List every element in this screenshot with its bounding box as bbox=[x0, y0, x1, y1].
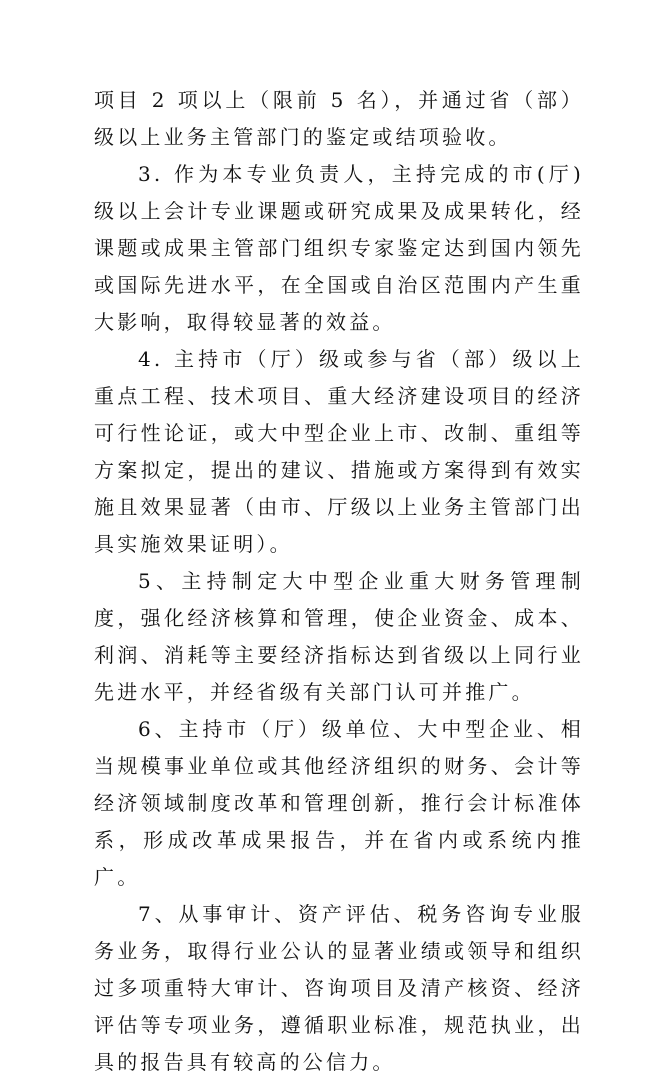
paragraph-item-4: 4. 主持市（厅）级或参与省（部）级以上重点工程、技术项目、重大经济建设项目的经济可行性论证，或大中型企业上市、改制、重组等方案拟定，提出的建议、措施或方案得到有效实施且效果显著（由市、厅级以上业务主管部门出具实施效果证明）。 bbox=[94, 347, 584, 556]
paragraph-continuation: 项目 2 项以上（限前 5 名），并通过省（部）级以上业务主管部门的鉴定或结项验收。 bbox=[94, 88, 584, 149]
document-page bbox=[94, 82, 584, 1081]
paragraph-item-7: 7、从事审计、资产评估、税务咨询专业服务业务，取得行业公认的显著业绩或领导和组织过多项重特大审计、咨询项目及清产核资、经济评估等专项业务，遵循职业标准，规范执业，出具的报告具有较高的公信力。 bbox=[94, 902, 584, 1074]
paragraph-item-3: 3. 作为本专业负责人，主持完成的市(厅)级以上会计专业课题或研究成果及成果转化，经课题或成果主管部门组织专家鉴定达到国内领先或国际先进水平，在全国或自治区范围内产生重大影响，取得较显著的效益。 bbox=[94, 162, 584, 334]
paragraph-item-6: 6、主持市（厅）级单位、大中型企业、相当规模事业单位或其他经济组织的财务、会计等经济领域制度改革和管理创新，推行会计标准体系，形成改革成果报告，并在省内或系统内推广。 bbox=[94, 717, 584, 889]
paragraph-item-5: 5、主持制定大中型企业重大财务管理制度，强化经济核算和管理，使企业资金、成本、利润、消耗等主要经济指标达到省级以上同行业先进水平，并经省级有关部门认可并推广。 bbox=[94, 569, 584, 704]
